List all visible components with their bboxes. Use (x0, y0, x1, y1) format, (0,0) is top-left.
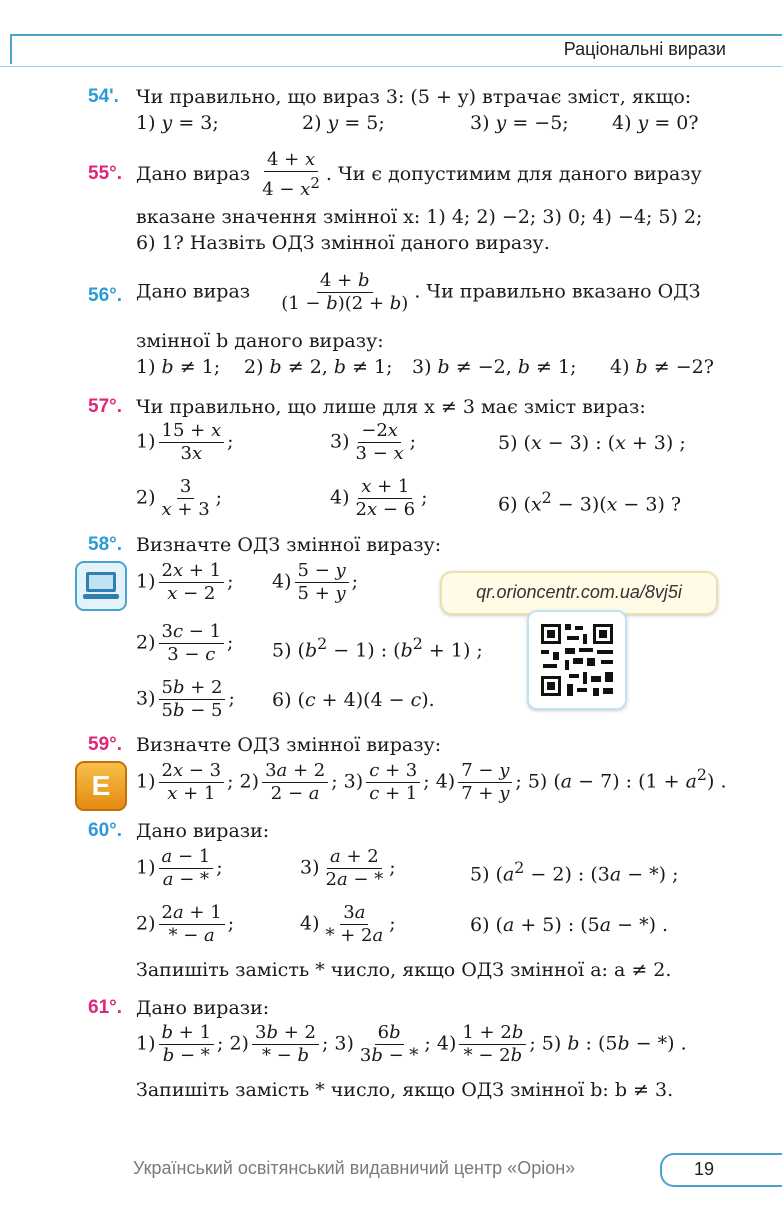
problem-number-59: 59°. (88, 734, 123, 755)
problem-number-57: 57°. (88, 396, 123, 417)
problem-55-line3: 6) 1? Назвіть ОДЗ змінної даного виразу. (136, 232, 550, 254)
answer-54-3: 3) y = −5; (470, 112, 569, 134)
option-57-4: 4) $\frac{x + 1}{2x - 6}$ ; (330, 476, 428, 520)
problem-number-56: 56°. (88, 285, 123, 306)
problem-58-text: Визначте ОДЗ змінної виразу: (136, 534, 442, 556)
problem-56-lead: Дано вираз (136, 280, 251, 303)
option-58-1: 1) $\frac{2x + 1}{x - 2}$ ; (136, 560, 234, 604)
answer-54-2: 2) y = 5; (302, 112, 385, 134)
option-57-3: 3) $\frac{-2x}{3 - x}$ ; (330, 420, 417, 464)
problem-56-tail: . Чи правильно вказано ОДЗ (414, 280, 701, 303)
problem-56-line1 (136, 270, 716, 315)
option-57-6: 6) $(x^2 - 3)(x - 3)$ ? (498, 488, 682, 516)
option-60-6: 6) (a + 5) : (5a − *) . (470, 914, 669, 936)
options-61: 1) $\frac{b + 1}{b - *}$ ; 2) $\frac{3b + 2}{* - b}$ ; 3) $\frac{6b}{3b - *}$ ; 4) $\frac{1 + 2b}{* - 2b}$ ; 5) b : (5b − *) . (136, 1022, 687, 1066)
problem-55-tail: . Чи є допустимим для даного виразу (325, 163, 702, 185)
publisher-footer: Український освітянський видавничий центр «Оріон» (133, 1158, 576, 1178)
computer-icon (75, 561, 127, 611)
option-58-3: 3) $\frac{5b + 2}{5b - 5}$ ; (136, 677, 235, 721)
e-icon (75, 761, 127, 811)
problem-number-61: 61°. (88, 997, 123, 1018)
problem-55-lead: Дано вираз (136, 163, 251, 185)
option-58-4: 4) $\frac{5 - y}{5 + y}$ ; (272, 560, 359, 604)
answer-56-1: 1) b ≠ 1; (136, 356, 221, 378)
problem-57-text: Чи правильно, що лише для x ≠ 3 має зміст вираз: (136, 396, 646, 418)
running-title: Раціональні вирази (563, 39, 726, 59)
options-59: 1) $\frac{2x - 3}{x + 1}$ ; 2) $\frac{3a + 2}{2 - a}$ ; 3) $\frac{c + 3}{c + 1}$ ; 4) $\frac{7 - y}{7 + y}$ ; 5) (a − 7) : $(1 + a^2)$ . (136, 760, 727, 804)
problem-number-58: 58°. (88, 534, 123, 555)
option-60-1: 1) $\frac{a - 1}{a - *}$ ; (136, 846, 223, 890)
option-57-5: 5) (x − 3) : (x + 3) ; (498, 432, 686, 454)
page-number-tab (660, 1153, 782, 1187)
qr-url[interactable]: qr.orioncentr.com.ua/8vj5i (476, 582, 682, 602)
problem-number-60: 60°. (88, 820, 123, 841)
fraction-56: $\frac{4 + b}{(1 - b)(2 + b)}$ (281, 270, 409, 314)
problem-number-54: 54'. (88, 86, 119, 107)
problem-54-text: Чи правильно, що вираз 3: (5 + y) втрачає зміст, якщо: (136, 86, 692, 108)
option-58-2: 2) $\frac{3c - 1}{3 - c}$ ; (136, 621, 234, 665)
header-underline (0, 66, 782, 67)
answer-54-1: 1) y = 3; (136, 112, 219, 134)
problem-55-line1 (136, 149, 702, 201)
e-icon-letter: E (91, 770, 111, 801)
problem-55-line2: вказане значення змінної x: 1) 4; 2) −2; 3) 0; 4) −4; 5) 2; (136, 206, 703, 228)
problem-61-text: Дано вирази: (136, 997, 270, 1019)
option-60-3: 3) $\frac{a + 2}{2a - *}$ ; (300, 846, 396, 890)
option-57-2: 2) $\frac{3}{x + 3}$ ; (136, 476, 223, 520)
problem-number-55: 55°. (88, 163, 123, 184)
answer-56-2: 2) b ≠ 2, b ≠ 1; (244, 356, 393, 378)
page-number: 19 (694, 1159, 715, 1179)
option-58-5: 5) $(b^2 - 1)$ : $(b^2 + 1)$ ; (272, 634, 483, 662)
answer-56-4: 4) b ≠ −2? (610, 356, 714, 378)
option-60-4: 4) $\frac{3a}{* + 2a}$ ; (300, 902, 396, 946)
problem-61-task: Запишіть замість * число, якщо ОДЗ змінної b: b ≠ 3. (136, 1079, 674, 1101)
answer-56-3: 3) b ≠ −2, b ≠ 1; (412, 356, 577, 378)
problem-60-text: Дано вирази: (136, 820, 270, 842)
option-60-2: 2) $\frac{2a + 1}{* - a}$ ; (136, 902, 235, 946)
qr-link-box[interactable] (440, 571, 718, 615)
option-58-6: 6) (c + 4)(4 − c). (272, 689, 435, 711)
qr-code-image (527, 610, 627, 710)
header-edge (10, 34, 12, 64)
header-rule (10, 34, 782, 36)
page-header (0, 34, 782, 68)
option-57-1: 1) $\frac{15 + x}{3x}$ ; (136, 420, 234, 464)
problem-60-task: Запишіть замість * число, якщо ОДЗ змінної a: a ≠ 2. (136, 959, 672, 981)
fraction-55: $\frac{4 + x}{4 - x^2}$ (262, 149, 320, 200)
option-60-5: 5) $(a^2 - 2)$ : (3a − *) ; (470, 858, 679, 886)
answer-54-4: 4) y = 0? (612, 112, 699, 134)
problem-59-text: Визначте ОДЗ змінної виразу: (136, 734, 442, 756)
problem-56-line2: змінної b даного виразу: (136, 330, 384, 352)
